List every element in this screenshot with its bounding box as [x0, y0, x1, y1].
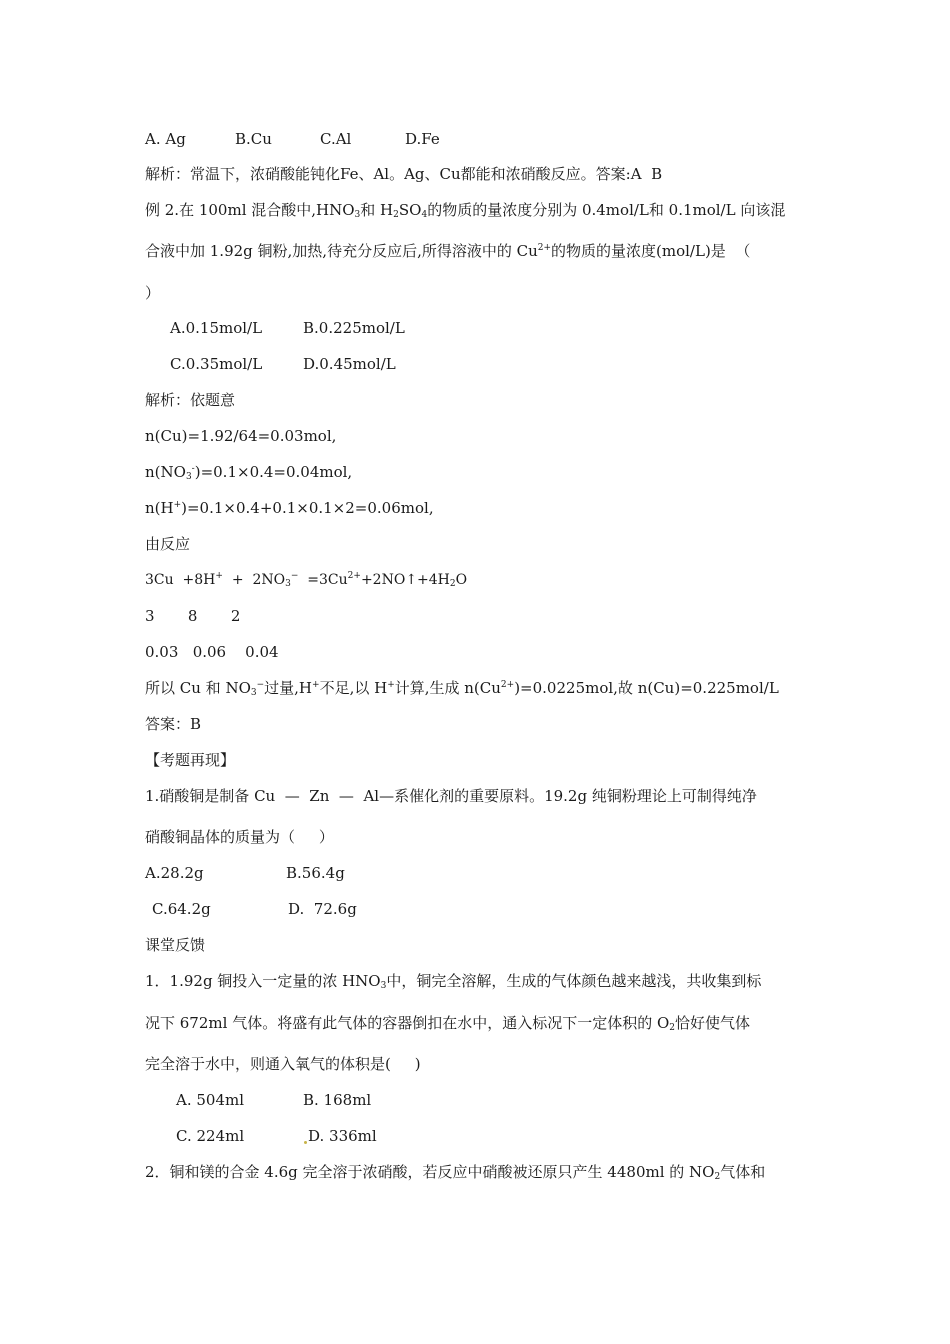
option-a: A. Ag — [145, 130, 186, 148]
analysis-1: 解析：常温下，浓硝酸能钝化Fe、Al。Ag、Cu都能和浓硝酸反应。答案:A B — [145, 165, 663, 183]
feedback-1-option-c: C. 224ml — [176, 1127, 245, 1145]
feedback-title: 课堂反馈 — [145, 936, 206, 954]
feedback-1-line-1: 1．1.92g 铜投入一定量的浓 $HNO_3$中，铜完全溶解，生成的气体颜色越来越浅，共收集到标 — [145, 972, 762, 991]
question-1-option-d: D. 72.6g — [288, 900, 357, 918]
question-1-option-c: C.64.2g — [152, 900, 211, 918]
analysis-2-n-cu: n(Cu)=1.92/64=0.03mol, — [145, 427, 337, 445]
analysis-2-amounts: 0.03 0.06 0.04 — [145, 643, 279, 661]
stray-dot-mark — [304, 1141, 307, 1144]
feedback-1-option-b: B. 168ml — [303, 1091, 372, 1109]
section-title: 【考题再现】 — [145, 751, 236, 769]
feedback-1-line-3: 完全溶于水中，则通入氧气的体积是( ) — [145, 1055, 421, 1073]
example-2-option-c: C.0.35mol/L — [170, 355, 263, 373]
question-1-line-1: 1.硝酸铜是制备 Cu — Zn — Al—系催化剂的重要原料。19.2g 纯铜粉理论上可制得纯净 — [145, 787, 757, 805]
option-b: B.Cu — [235, 130, 272, 148]
example-2-option-a: A.0.15mol/L — [170, 319, 263, 337]
analysis-2-n-h: n(H+)=0.1×0.4+0.1×0.1×2=0.06mol, — [145, 499, 434, 517]
option-d: D.Fe — [405, 130, 440, 148]
example-2-line-1: 例 2.在 100ml 混合酸中$,HNO_3$和 $H_2SO_4$的物质的量浓度分别为 0.4mol/L和 0.1mol/L 向该混 — [145, 201, 786, 220]
analysis-2-head: 解析：依题意 — [145, 391, 236, 409]
feedback-1-option-d: D. 336ml — [303, 1126, 377, 1146]
question-1-option-b: B.56.4g — [286, 864, 345, 882]
analysis-2-reaction-head: 由反应 — [145, 535, 191, 553]
analysis-2-ratio: 3 8 2 — [145, 607, 241, 625]
feedback-1-line-2: 况下 672ml 气体。将盛有此气体的容器倒扣在水中，通入标况下一定体积的 $O_2$恰好使气体 — [145, 1014, 751, 1033]
analysis-2-conclusion: 所以 Cu 和 $NO_3^-$过量,H+不足,以 H+计算,生成 $n(Cu^{2+})=0.0225mol$,故 n(Cu)=0.225mol/L — [145, 679, 779, 698]
analysis-2-answer: 答案：B — [145, 715, 202, 733]
feedback-1-option-a: A. 504ml — [176, 1091, 245, 1109]
question-1-line-2: 硝酸铜晶体的质量为（ ） — [145, 828, 334, 846]
analysis-2-equation: $3Cu +8H^+ + 2NO_3^-$ $=3Cu^{2+}+2NO↑+4H_2O$ — [145, 571, 468, 589]
example-2-line-3: ） — [145, 284, 161, 302]
example-2-option-b: B.0.225mol/L — [303, 319, 405, 337]
example-2-line-2: 合液中加 1.92g 铜粉,加热,待充分反应后,所得溶液中的 $Cu^{2+}$的物质的量浓度(mol/L)是 （ — [145, 242, 751, 260]
example-2-option-d: D.0.45mol/L — [303, 355, 396, 373]
question-1-option-a: A.28.2g — [145, 864, 204, 882]
option-c: C.Al — [320, 130, 352, 148]
feedback-2-line-1: 2．铜和镁的合金 4.6g 完全溶于浓硝酸，若反应中硝酸被还原只产生 4480ml 的 $NO_2$气体和 — [145, 1163, 766, 1182]
analysis-2-n-no3: $n(NO_3^-)=0.1\times 0.4=0.04mol$, — [145, 463, 353, 482]
